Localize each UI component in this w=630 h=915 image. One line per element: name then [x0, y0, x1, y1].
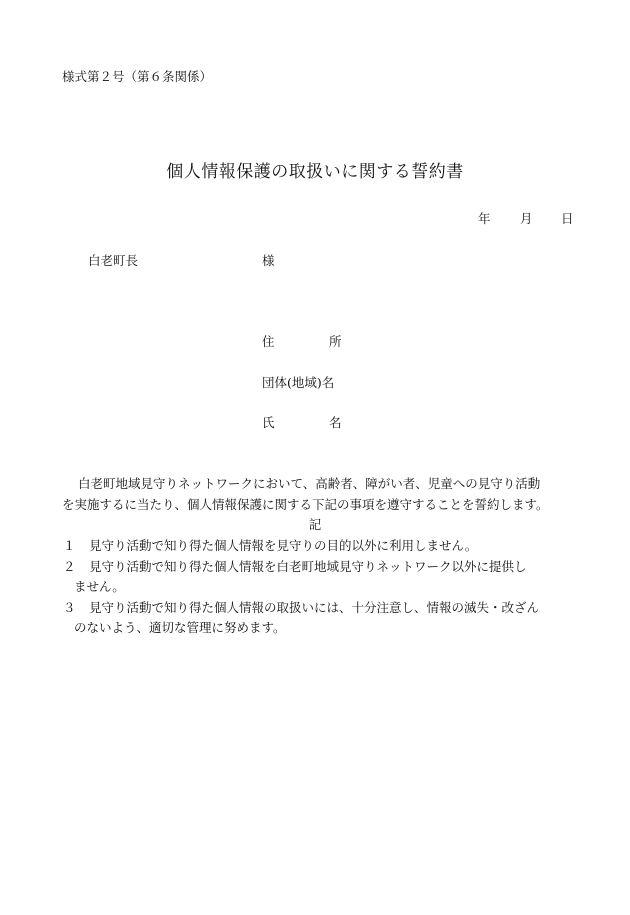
- item-text: 見守り活動で知り得た個人情報の取扱いには、十分注意し、情報の滅失・改ざん: [89, 600, 540, 615]
- item-text: 見守り活動で知り得た個人情報を見守りの目的以外に利用しません。: [89, 538, 478, 553]
- ki-heading: 記: [308, 517, 322, 532]
- name-label-part1: 氏: [262, 415, 275, 430]
- item-number: ２: [63, 559, 76, 574]
- item-text: 見守り活動で知り得た個人情報を白老町地域見守りネットワーク以外に提供し: [89, 559, 527, 574]
- item-text-continuation: のないよう、適切な管理に努めます。: [74, 620, 286, 635]
- date-year-label: 年: [478, 211, 491, 226]
- intro-paragraph-line1: 白老町地域見守りネットワークにおいて、高齢者、障がい者、児童への見守り活動: [78, 476, 541, 491]
- form-number: 様式第２号（第６条関係）: [62, 69, 213, 84]
- recipient-honorific: 様: [262, 253, 275, 268]
- date-day-label: 日: [561, 211, 574, 226]
- intro-paragraph-line2: を実施するに当たり、個人情報保護に関する下記の事項を遵守することを誓約します。: [62, 497, 549, 512]
- date-month-label: 月: [520, 211, 533, 226]
- item-number: ３: [63, 600, 76, 615]
- recipient-name: 白老町長: [88, 253, 139, 268]
- document-title: 個人情報保護の取扱いに関する誓約書: [166, 162, 464, 182]
- item-text-continuation: ません。: [74, 579, 125, 594]
- address-label-part1: 住: [262, 334, 275, 349]
- item-number: １: [63, 538, 76, 553]
- name-label-part2: 名: [329, 415, 342, 430]
- organization-label: 団体(地域)名: [262, 375, 335, 390]
- address-label-part2: 所: [329, 334, 342, 349]
